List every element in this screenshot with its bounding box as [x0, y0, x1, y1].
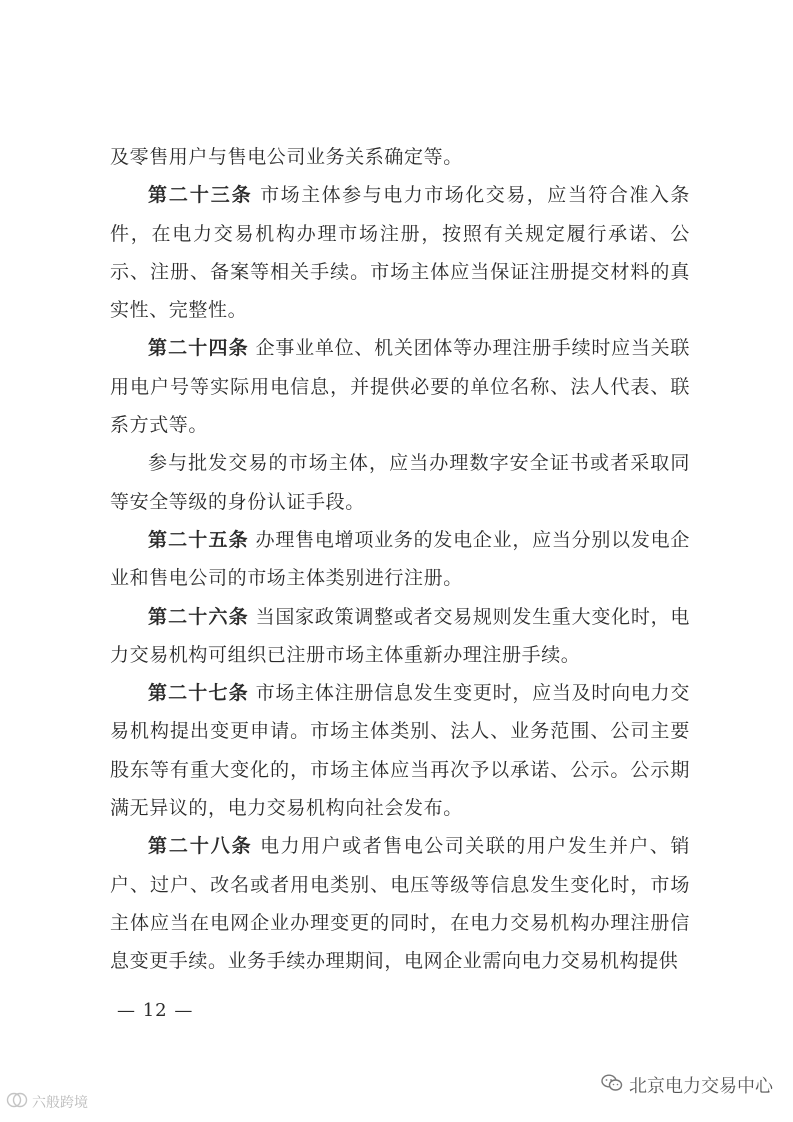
logo-icon — [6, 1092, 28, 1112]
article-23 — [110, 176, 690, 329]
paragraph-text: 市场主体参与电力市场化交易，应当符合准入条件，在电力交易机构办理市场注册，按照有关规定履行承诺、公示、注册、备案等相关手续。市场主体应当保证注册提交材料的真实性、完整性。 — [110, 184, 690, 322]
paragraph-0 — [110, 138, 690, 176]
paragraph-text: 企事业单位、机关团体等办理注册手续时应当关联用电户号等实际用电信息，并提供必要的单位名称、法人代表、联系方式等。 — [110, 337, 690, 437]
article-heading: 第二十三条 — [148, 184, 253, 207]
paragraph-text: 当国家政策调整或者交易规则发生重大变化时，电力交易机构可组织已注册市场主体重新办理注册手续。 — [110, 605, 690, 666]
paragraph-text: 参与批发交易的市场主体，应当办理数字安全证书或者采取同等安全等级的身份认证手段。 — [110, 452, 690, 513]
article-27 — [110, 674, 690, 827]
article-heading: 第二十八条 — [148, 835, 253, 858]
article-heading: 第二十五条 — [148, 528, 249, 551]
paragraph-text: 办理售电增项业务的发电企业，应当分别以发电企业和售电公司的市场主体类别进行注册。 — [110, 528, 690, 590]
watermark-right — [601, 1072, 773, 1098]
article-heading: 第二十六条 — [148, 605, 249, 628]
article-heading: 第二十七条 — [148, 682, 249, 705]
article-25 — [110, 521, 690, 598]
article-heading: 第二十四条 — [148, 337, 249, 360]
page-number: — 12 — — [117, 1000, 194, 1021]
article-28 — [110, 827, 690, 980]
paragraph-text: 及零售用户与售电公司业务关系确定等。 — [110, 146, 463, 168]
paragraph-text: 电力用户或者售电公司关联的用户发生并户、销户、过户、改名或者用电类别、电压等级等信息发生变化时，市场主体应当在电网企业办理变更的同时，在电力交易机构办理注册信息变更手续。业务手续办理期间，电网企业需向电力交易机构提供 — [110, 835, 690, 973]
watermark-right-text: 北京电力交易中心 — [629, 1076, 773, 1097]
article-24 — [110, 329, 690, 444]
wechat-icon — [601, 1074, 623, 1097]
document-body — [110, 138, 690, 981]
paragraph-3 — [110, 444, 690, 521]
watermark-left-text: 六般跨境 — [32, 1095, 88, 1111]
paragraph-text: 市场主体注册信息发生变更时，应当及时向电力交易机构提出变更申请。市场主体类别、法人、业务范围、公司主要股东等有重大变化的，市场主体应当再次予以承诺、公示。公示期满无异议的，电力交易机构向社会发布。 — [110, 682, 690, 820]
article-26 — [110, 598, 690, 675]
watermark-left — [6, 1092, 88, 1112]
